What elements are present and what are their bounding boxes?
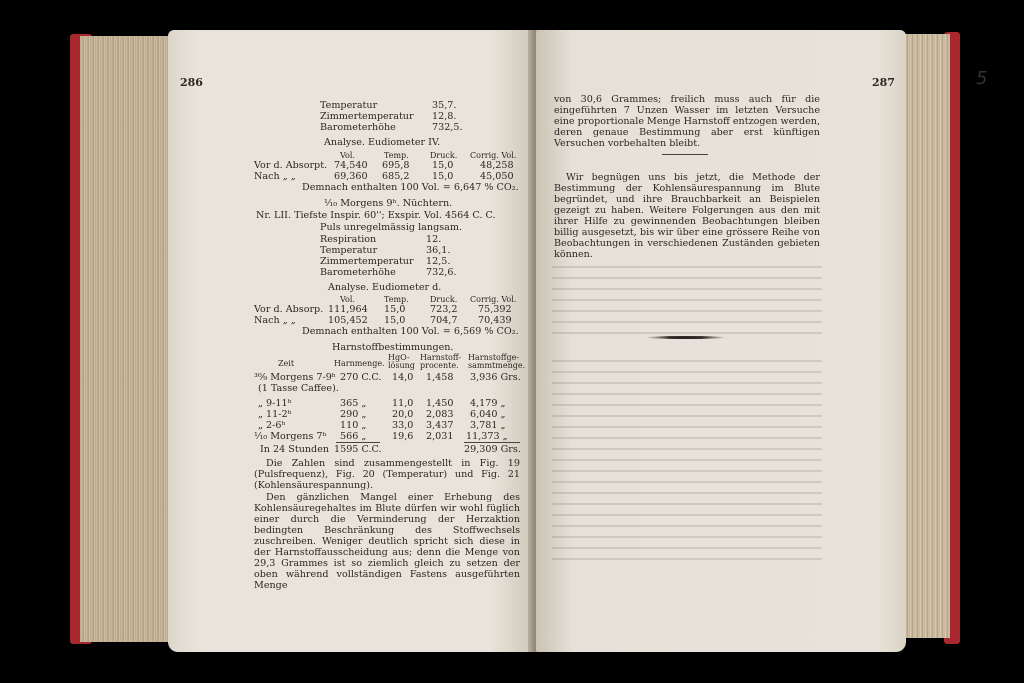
a2-row1-label: Nach „ „ — [254, 315, 296, 326]
a2-row0-label: Vor d. Absorp. — [254, 304, 324, 315]
col2-header-vol: Vol. — [340, 295, 355, 304]
section-rule — [662, 154, 708, 155]
harn-row2-proc: 1,450 — [426, 398, 454, 409]
harn-header-proc: Harnstoff-procente. — [420, 353, 461, 370]
nr-line: Nr. LII. Tiefste Inspir. 60''; Exspir. Vol. 4564 C. C. — [256, 210, 496, 221]
harn-row0-gesammt: 3,936 Grs. — [470, 372, 521, 383]
right-page — [536, 30, 988, 652]
col-header-vol: Vol. — [340, 151, 355, 160]
harn-row4-hgo: 33,0 — [392, 420, 414, 431]
left-page — [168, 30, 534, 652]
harn-row2-hgo: 11,0 — [392, 398, 414, 409]
right-paragraph-1: von 30,6 Grammes; freilich muss auch für die eingeführten 7 Unzen Wasser im letzten Versuche eine proportionale Menge Harnstoff entzogen werden, deren genaue Bestimmung aber erst künftigen Versuchen vorbehalten bleibt. — [554, 94, 820, 149]
puls-line: Puls unregelmässig langsam. — [320, 222, 463, 233]
analysis1-title: Analyse. Eudiometer IV. — [324, 137, 441, 148]
harn-row5-hgo: 19,6 — [392, 431, 414, 442]
a2-row1-corr: 70,439 — [478, 315, 512, 326]
analysis1-result: Demnach enthalten 100 Vol. = 6,647 % CO₂. — [302, 182, 519, 193]
top-value-0: 35,7. — [432, 100, 457, 111]
harn-total-gesammt: 29,309 Grs. — [464, 444, 521, 455]
show-through-text-lower — [552, 360, 822, 569]
col2-header-corr: Corrig. Vol. — [470, 295, 517, 304]
a2-row0-vol: 111,964 — [328, 304, 368, 315]
a1-row0-corr: 48,258 — [480, 160, 514, 171]
mid-label-0: Respiration — [320, 234, 377, 245]
sum-rule-menge — [336, 442, 380, 443]
harn-row0-menge: 270 C.C. — [340, 372, 382, 383]
mid-value-2: 12,5. — [426, 256, 451, 267]
a1-row1-corr: 45,050 — [480, 171, 514, 182]
a1-row1-label: Nach „ „ — [254, 171, 296, 182]
harn-row4-gesammt: 3,781 „ — [470, 420, 506, 431]
col-header-corr: Corrig. Vol. — [470, 151, 517, 160]
a2-row1-druck: 704,7 — [430, 315, 458, 326]
harn-row4-proc: 3,437 — [426, 420, 454, 431]
harn-row2-gesammt: 4,179 „ — [470, 398, 506, 409]
harn-total-zeit: In 24 Stunden — [260, 444, 330, 455]
show-through-text-upper — [552, 266, 822, 343]
a2-row0-temp: 15,0 — [384, 304, 406, 315]
a2-row1-temp: 15,0 — [384, 315, 406, 326]
left-paragraph-2: Den gänzlichen Mangel einer Erhebung des Kohlensäuregehaltes im Blute dürfen wir wohl füglich einer durch die Verminderung der Herzaktion bedingten Beschränkung des Stoffwechsels zuschreiben. Weniger deutlich spricht sich diese in der Harnstoffausscheidung aus; denn die Menge von 29,3 Grammes ist so ziemlich gleich zu setzen der oben während vollständigen Fastens ausgeführten Menge — [254, 492, 520, 591]
a1-row0-label: Vor d. Absorpt. — [254, 160, 328, 171]
harnstoff-title: Harnstoffbestimmungen. — [332, 342, 454, 353]
page-edges-left — [80, 36, 170, 642]
harn-row0-zeit: ³⁰⁄₉ Morgens 7-9ʰ — [254, 372, 336, 383]
a1-row0-temp: 695,8 — [382, 160, 410, 171]
open-book — [70, 30, 988, 652]
mid-value-0: 12. — [426, 234, 442, 245]
top-value-1: 12,8. — [432, 111, 457, 122]
a2-row0-druck: 723,2 — [430, 304, 458, 315]
col2-header-temp: Temp. — [384, 295, 409, 304]
harn-row3-proc: 2,083 — [426, 409, 454, 420]
harn-row1-zeit: (1 Tasse Caffee). — [258, 383, 339, 394]
a2-row0-corr: 75,392 — [478, 304, 512, 315]
harn-row5-zeit: ¹⁄₁₀ Morgens 7ʰ — [254, 431, 327, 442]
mid-label-2: Zimmertemperatur — [320, 256, 414, 267]
harn-row3-zeit: „ 11-2ʰ — [258, 409, 292, 420]
harn-row2-menge: 365 „ — [340, 398, 367, 409]
harn-row0-hgo: 14,0 — [392, 372, 414, 383]
top-label-2: Barometerhöhe — [320, 122, 396, 133]
harn-total-menge: 1595 C.C. — [334, 444, 382, 455]
harn-header-hgo: HgO-lösung — [388, 353, 415, 370]
a1-row0-vol: 74,540 — [334, 160, 368, 171]
col-header-druck: Druck. — [430, 151, 458, 160]
harn-row5-proc: 2,031 — [426, 431, 454, 442]
harn-row4-menge: 110 „ — [340, 420, 367, 431]
a1-row0-druck: 15,0 — [432, 160, 454, 171]
a1-row1-temp: 685,2 — [382, 171, 410, 182]
mid-value-3: 732,6. — [426, 267, 457, 278]
handwritten-margin-mark: 5 — [976, 68, 988, 89]
mid-label-3: Barometerhöhe — [320, 267, 396, 278]
col2-header-druck: Druck. — [430, 295, 458, 304]
col-header-temp: Temp. — [384, 151, 409, 160]
harn-header-zeit: Zeit — [278, 359, 295, 368]
harn-row4-zeit: „ 2-6ʰ — [258, 420, 286, 431]
harn-row2-zeit: „ 9-11ʰ — [258, 398, 292, 409]
harn-row3-hgo: 20,0 — [392, 409, 414, 420]
harn-row5-gesammt: 11,373 „ — [466, 431, 508, 442]
sum-rule-gesammt — [464, 442, 520, 443]
harn-row5-menge: 566 „ — [340, 431, 367, 442]
right-paragraph-2: Wir begnügen uns bis jetzt, die Methode der Bestimmung der Kohlensäurespannung im Blute begründet, und ihre Brauchbarkeit an Beispielen gezeigt zu haben. Weitere Folgerungen aus den mit ihrer Hilfe zu gewinnenden Beobachtungen bleiben billig ausgesetzt, bis wir über eine grössere Reihe von Beobachtungen in verschiedenen Zuständen gebieten können. — [554, 172, 820, 260]
mid-value-1: 36,1. — [426, 245, 451, 256]
top-value-2: 732,5. — [432, 122, 463, 133]
analysis2-result: Demnach enthalten 100 Vol. = 6,569 % CO₂. — [302, 326, 519, 337]
harn-header-menge: Harnmenge. — [334, 359, 385, 368]
harn-header-gesammt: Harnstoffge-sammtmenge. — [468, 353, 526, 370]
page-number-left: 286 — [180, 76, 203, 89]
harn-row0-proc: 1,458 — [426, 372, 454, 383]
harn-row3-menge: 290 „ — [340, 409, 367, 420]
a1-row1-druck: 15,0 — [432, 171, 454, 182]
morning-line: ¹⁄₁₀ Morgens 9ʰ. Nüchtern. — [324, 198, 453, 209]
a1-row1-vol: 69,360 — [334, 171, 368, 182]
mid-label-1: Temperatur — [320, 245, 378, 256]
top-label-1: Zimmertemperatur — [320, 111, 414, 122]
page-number-right: 287 — [872, 76, 895, 89]
left-paragraph-1: Die Zahlen sind zusammengestellt in Fig. 19 (Pulsfrequenz), Fig. 20 (Temperatur) und Fig. 21 (Kohlensäurespannung). — [254, 458, 520, 491]
harn-row3-gesammt: 6,040 „ — [470, 409, 506, 420]
a2-row1-vol: 105,452 — [328, 315, 368, 326]
analysis2-title: Analyse. Eudiometer d. — [328, 282, 442, 293]
top-label-0: Temperatur — [320, 100, 378, 111]
